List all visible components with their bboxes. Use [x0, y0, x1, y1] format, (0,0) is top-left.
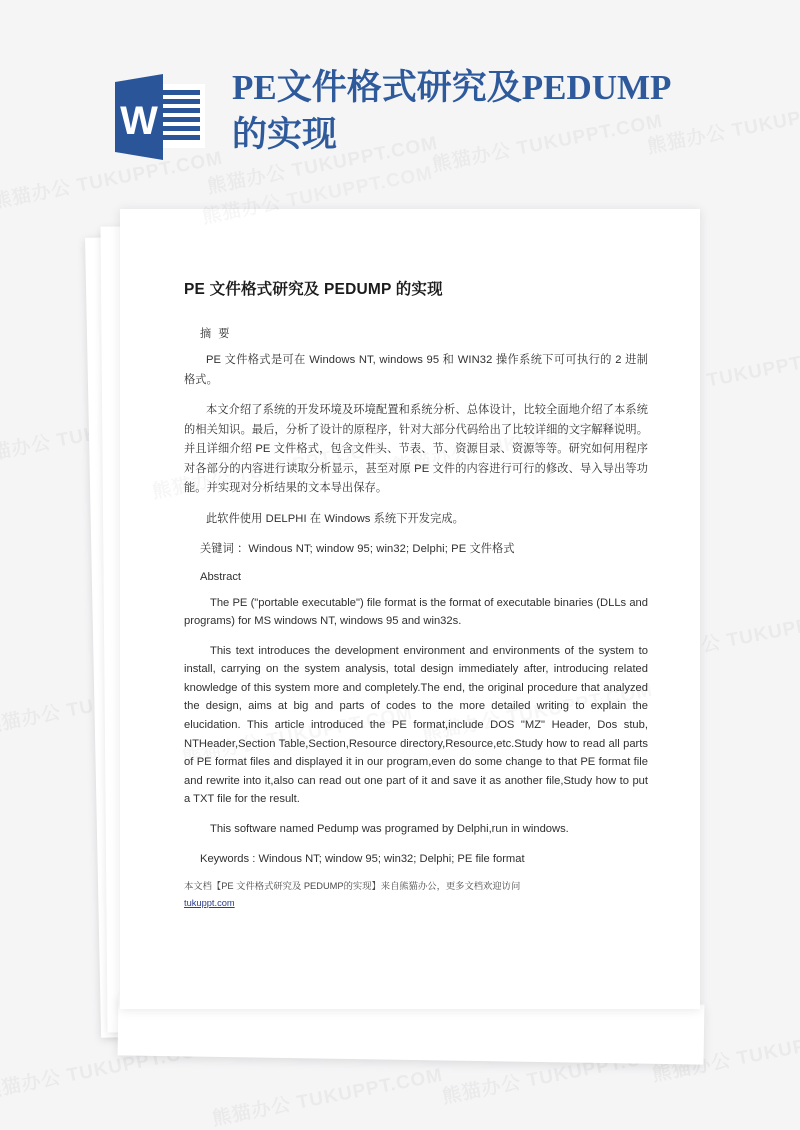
abstract-en-paragraph-1: The PE ("portable executable") file format is the format of executable binaries (DLLs and programs) for MS windows NT, windows 95 and win32s.	[184, 596, 648, 628]
abstract-en-paragraph-2: This text introduces the development environment and environments of the system to install, carrying on the system analysis, total design immediately after, introducing related knowledge of this system more and completely.The end, the original procedure that analyzed the design, aims at big and parts of codes to the more detailed writing to explain the elucidation. This article introduced the PE format,include DOS "MZ" Header, Dos stub, NTHeader,Section Table,Section,Resource directory,Resource,etc.Study how to read all parts of PE format files and displayed it in our program,even do some change to that PE format file and rewrite into it,also can read out one part of it and save it as another file,Study how to put a TXT file for the result.	[184, 644, 648, 806]
abstract-label-en: Abstract	[200, 570, 242, 583]
abstract-paragraph-1: PE 文件格式是可在 Windows NT, windows 95 和 WIN32 操作系统下可可执行的 2 进制格式。	[184, 354, 648, 386]
abstract-paragraph-3: 此软件使用 DELPHI 在 Windows 系统下开发完成。	[206, 512, 464, 525]
preview-title-block	[232, 64, 684, 158]
document-title: PE 文件格式研究及 PEDUMP 的实现	[184, 281, 443, 298]
abstract-paragraph-2: 本文介绍了系统的开发环境及环境配置和系统分析、总体设计，比较全面地介绍了本系统的相关知识。最后，分析了设计的原程序，针对大部分代码给出了比较详细的文字解释说明。并且详细介绍 PE 文件格式，包含文件头、节表、节、资源目录、资源等等。研究如何用程序对各部分的内容进行读取分析显示，甚至对原 PE 文件的内容进行可行的修改、导入导出等功能。并实现对分析结果的文本导出保存。	[184, 404, 648, 494]
abstract-label-zh: 摘 要	[200, 328, 232, 340]
footer-note: 本文档【PE 文件格式研究及 PEDUMP的实现】来自熊猫办公，更多文档欢迎访问	[184, 881, 521, 892]
abstract-en-paragraph-3: This software named Pedump was programed by Delphi,run in windows.	[210, 823, 569, 836]
document-content	[120, 209, 700, 911]
preview-header	[0, 52, 800, 172]
page-title: PE文件格式研究及PEDUMP的实现	[232, 68, 672, 154]
svg-text:W: W	[120, 99, 158, 143]
keywords-zh: 关键词 ：Windous NT; window 95; win32; Delphi; PE 文件格式	[200, 543, 515, 555]
word-document-icon	[113, 72, 208, 164]
document-page[interactable]	[120, 209, 700, 1009]
footer-source-link[interactable]: tukuppt.com	[184, 898, 235, 909]
keywords-en: Keywords : Windous NT; window 95; win32; Delphi; PE file format	[200, 852, 525, 865]
